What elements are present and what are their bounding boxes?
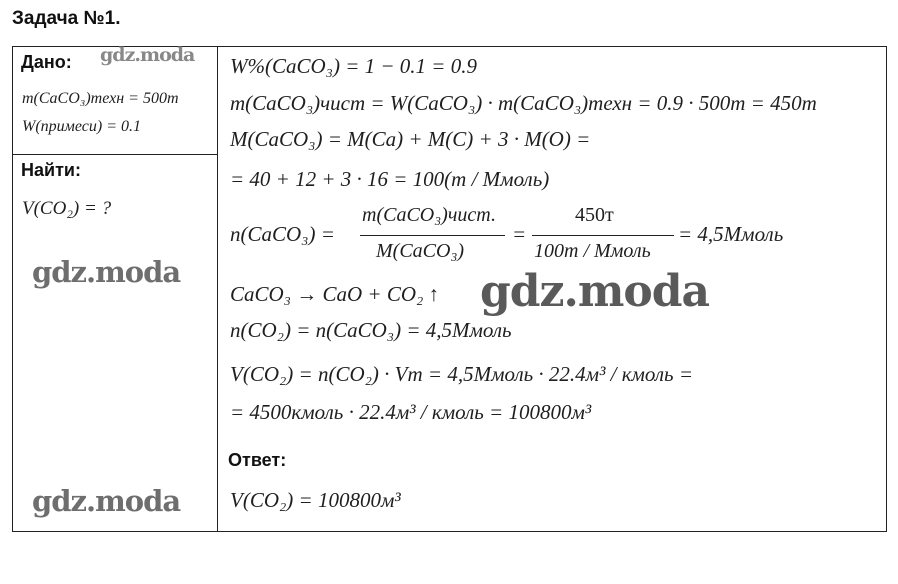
- column-divider: [217, 46, 218, 532]
- watermark-center: gdz.moda: [480, 266, 710, 317]
- solution-line-4: = 40 + 12 + 3 · 16 = 100(т / Ммоль): [230, 167, 550, 191]
- fraction-bar-2: [532, 235, 674, 236]
- fraction-den-1: M(CaCO₃): [376, 240, 465, 262]
- solution-line-7: n(CO₂) = n(CaCO₃) = 4,5Ммоль: [230, 318, 512, 342]
- fraction-bar-1: [360, 235, 505, 236]
- fraction-lhs: n(CaCO₃) =: [230, 222, 335, 246]
- watermark-bottom: gdz.moda: [32, 484, 181, 518]
- fraction-den-2: 100т / Ммоль: [534, 240, 651, 262]
- watermark-left: gdz.moda: [32, 255, 181, 289]
- solution-line-1: W%(CaCO₃) = 1 − 0.1 = 0.9: [230, 54, 477, 78]
- watermark-small: gdz.moda: [100, 44, 195, 66]
- solution-line-3: M(CaCO₃) = M(Ca) + M(C) + 3 · M(O) =: [230, 127, 591, 151]
- solution-line-2: m(CaCO₃)чист = W(CaCO₃) · m(CaCO₃)техн = 0.9 · 500т = 450т: [230, 91, 817, 115]
- solution-line-8: V(CO₂) = n(CO₂) · Vm = 4,5Ммоль · 22.4м³ / кмоль =: [230, 362, 694, 386]
- solution-line-9: = 4500кмоль · 22.4м³ / кмоль = 100800м³: [230, 400, 592, 424]
- fraction-num-2: 450т: [575, 204, 614, 226]
- task-title: Задача №1.: [12, 8, 121, 29]
- solution-table: [12, 46, 887, 532]
- given-find-divider: [12, 154, 218, 155]
- fraction-num-1: m(CaCO₃)чист.: [362, 204, 496, 226]
- answer-value: V(CO₂) = 100800м³: [230, 488, 401, 512]
- answer-label: Ответ:: [228, 450, 287, 470]
- find-label: Найти:: [21, 160, 81, 180]
- fraction-rhs: = 4,5Ммоль: [678, 222, 784, 246]
- solution-line-6: CaCO₃ → CaO + CO₂ ↑: [230, 282, 440, 306]
- given-mass: m(CaCO₃)техн = 500т: [22, 90, 179, 107]
- find-value: V(CO₂) = ?: [22, 198, 112, 219]
- given-impurity: W(примеси) = 0.1: [22, 118, 141, 135]
- given-label: Дано:: [21, 52, 72, 72]
